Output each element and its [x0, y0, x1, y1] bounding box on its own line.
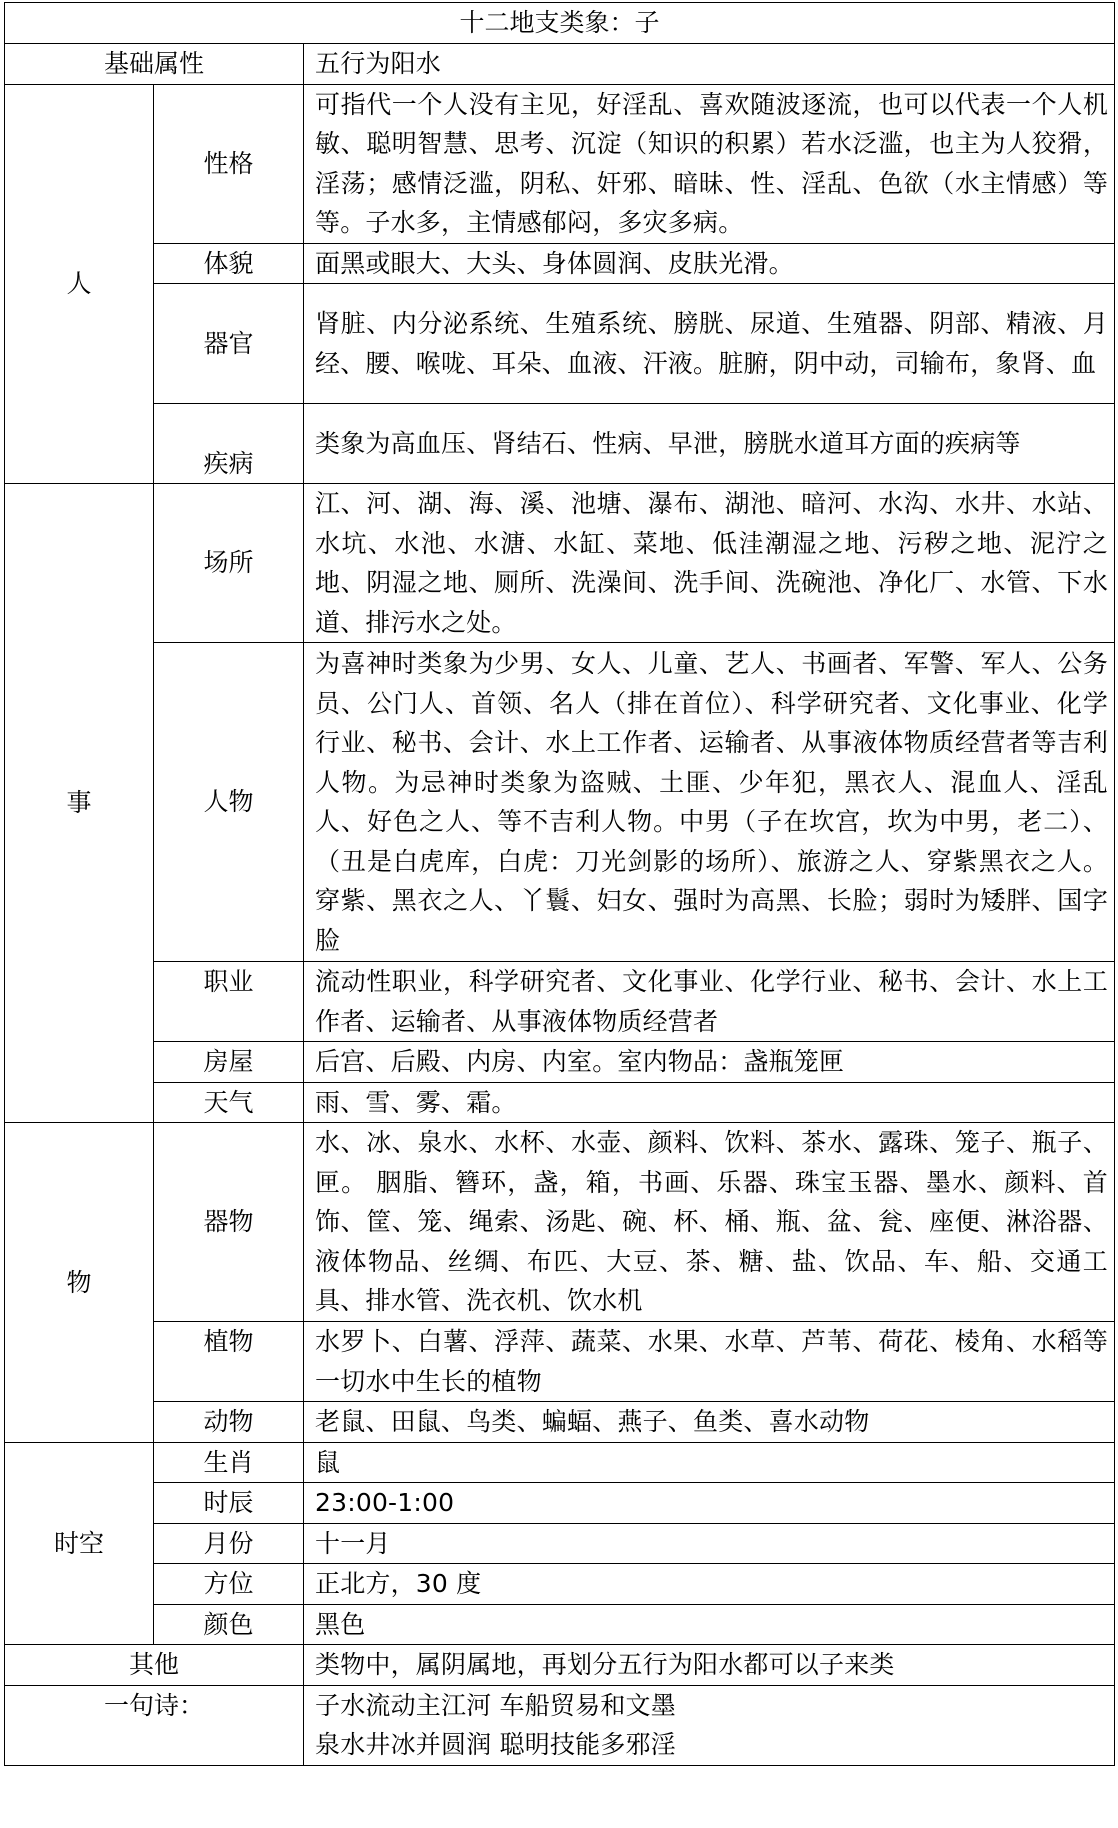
row-label: 方位: [154, 1564, 304, 1605]
basic-value: 五行为阳水: [304, 44, 1115, 85]
row-value: 正北方，30 度: [304, 1564, 1115, 1605]
person-row-disease: [5, 404, 1115, 484]
spacetime-row-month: [5, 1523, 1115, 1564]
poem-line-1: 子水流动主江河 车船贸易和文墨: [315, 1690, 676, 1720]
person-row-character: [5, 84, 1115, 243]
section-person-label: 人: [5, 84, 154, 484]
poem-value: [304, 1685, 1115, 1765]
matter-row-weather: [5, 1082, 1115, 1123]
row-value: 鼠: [304, 1442, 1115, 1483]
row-label: 场所: [154, 484, 304, 643]
thing-row-animals: [5, 1402, 1115, 1443]
thing-row-objects: [5, 1123, 1115, 1322]
poem-row: [5, 1685, 1115, 1765]
matter-row-occupation: [5, 962, 1115, 1042]
row-value: 类象为高血压、肾结石、性病、早泄，膀胱水道耳方面的疾病等: [304, 404, 1115, 484]
row-label: 生肖: [154, 1442, 304, 1483]
row-label: 性格: [154, 84, 304, 243]
section-spacetime-label: 时空: [5, 1442, 154, 1645]
other-value: 类物中，属阴属地，再划分五行为阳水都可以子来类: [304, 1645, 1115, 1686]
table-title: 十二地支类象：子: [5, 3, 1115, 44]
section-matter-label: 事: [5, 484, 154, 1123]
spacetime-row-hour: [5, 1483, 1115, 1524]
row-label: 房屋: [154, 1042, 304, 1083]
row-value: 23:00-1:00: [304, 1483, 1115, 1524]
row-value: 为喜神时类象为少男、女人、儿童、艺人、书画者、军警、军人、公务员、公门人、首领、名人（排在首位）、科学研究者、文化事业、化学行业、秘书、会计、水上工作者、运输者、从事液体物质经营者等吉利人物。为忌神时类象为盗贼、土匪、少年犯，黑衣人、混血人、淫乱人、好色之人、等不吉利人物。中男（子在坎宫，坎为中男，老二）、（丑是白虎库，白虎：刀光剑影的场所）、旅游之人、穿紫黑衣之人。穿紫、黑衣之人、丫鬟、妇女、强时为高黑、长脸；弱时为矮胖、国字脸: [304, 643, 1115, 962]
row-value: 可指代一个人没有主见，好淫乱、喜欢随波逐流，也可以代表一个人机敏、聪明智慧、思考、沉淀（知识的积累）若水泛滥，也主为人狡猾，淫荡；感情泛滥，阴私、奸邪、暗昧、性、淫乱、色欲（水主情感）等等。子水多，主情感郁闷，多灾多病。: [304, 84, 1115, 243]
section-thing-label: 物: [5, 1123, 154, 1443]
person-row-appearance: [5, 243, 1115, 284]
title-row: [5, 3, 1115, 44]
row-label: 器官: [154, 284, 304, 404]
row-label: 月份: [154, 1523, 304, 1564]
row-label: 天气: [154, 1082, 304, 1123]
other-label: 其他: [5, 1645, 304, 1686]
row-value: 流动性职业，科学研究者、文化事业、化学行业、秘书、会计、水上工作者、运输者、从事液体物质经营者: [304, 962, 1115, 1042]
row-label: 人物: [154, 643, 304, 962]
row-label: 时辰: [154, 1483, 304, 1524]
row-value: 黑色: [304, 1604, 1115, 1645]
matter-row-figures: [5, 643, 1115, 962]
row-label: 器物: [154, 1123, 304, 1322]
spacetime-row-zodiac: [5, 1442, 1115, 1483]
row-value: 江、河、湖、海、溪、池塘、瀑布、湖池、暗河、水沟、水井、水站、水坑、水池、水溏、水缸、菜地、低洼潮湿之地、污秽之地、泥泞之地、阴湿之地、厕所、洗澡间、洗手间、洗碗池、净化厂、水管、下水道、排污水之处。: [304, 484, 1115, 643]
row-value: 雨、雪、雾、霜。: [304, 1082, 1115, 1123]
basic-row: [5, 44, 1115, 85]
person-row-organs: [5, 284, 1115, 404]
row-value: 水、冰、泉水、水杯、水壶、颜料、饮料、茶水、露珠、笼子、瓶子、匣。 胭脂、簪环，盏，箱，书画、乐器、珠宝玉器、墨水、颜料、首饰、筐、笼、绳索、汤匙、碗、杯、桶、瓶、盆、瓮、座便、淋浴器、液体物品、丝绸、布匹、大豆、茶、糖、盐、饮品、车、船、交通工具、排水管、洗衣机、饮水机: [304, 1123, 1115, 1322]
basic-label: 基础属性: [5, 44, 304, 85]
row-value: 肾脏、内分泌系统、生殖系统、膀胱、尿道、生殖器、阴部、精液、月经、腰、喉咙、耳朵、血液、汗液。脏腑，阴中动，司输布，象肾、血: [304, 284, 1115, 404]
poem-line-2: 泉水井冰并圆润 聪明技能多邪淫: [315, 1730, 676, 1759]
spacetime-row-color: [5, 1604, 1115, 1645]
row-value: 老鼠、田鼠、鸟类、蝙蝠、燕子、鱼类、喜水动物: [304, 1402, 1115, 1443]
row-label: 疾病: [154, 404, 304, 484]
spacetime-row-direction: [5, 1564, 1115, 1605]
zodiac-table: [4, 2, 1115, 1766]
row-label: 职业: [154, 962, 304, 1042]
row-value: 后宫、后殿、内房、内室。室内物品：盏瓶笼匣: [304, 1042, 1115, 1083]
other-row: [5, 1645, 1115, 1686]
table-container: [4, 2, 1114, 1766]
row-label: 植物: [154, 1322, 304, 1402]
row-value: 水罗卜、白薯、浮萍、蔬菜、水果、水草、芦苇、荷花、棱角、水稻等一切水中生长的植物: [304, 1322, 1115, 1402]
row-value: 面黑或眼大、大头、身体圆润、皮肤光滑。: [304, 243, 1115, 284]
row-label: 颜色: [154, 1604, 304, 1645]
row-label: 体貌: [154, 243, 304, 284]
thing-row-plants: [5, 1322, 1115, 1402]
matter-row-house: [5, 1042, 1115, 1083]
poem-label: 一句诗：: [5, 1685, 304, 1765]
matter-row-places: [5, 484, 1115, 643]
row-label: 动物: [154, 1402, 304, 1443]
row-value: 十一月: [304, 1523, 1115, 1564]
